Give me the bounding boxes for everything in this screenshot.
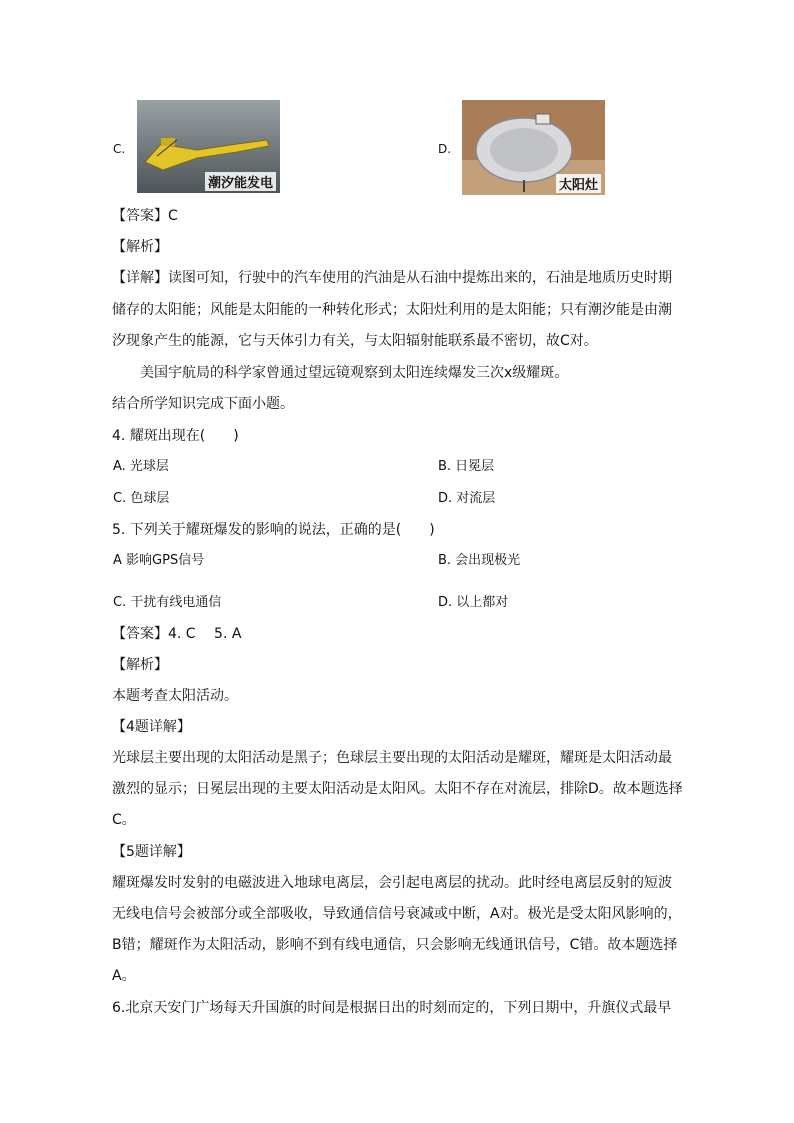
q5-option-c: C. 干扰有线电通信 [113,595,222,610]
analysis-2-heading: 【解析】 [112,657,168,673]
q4-option-c: C. 色球层 [113,491,170,506]
solar-caption: 太阳灶 [556,174,601,193]
answer-1: 【答案】C [112,208,178,224]
detail-4-line: C。 [112,812,136,828]
detail-5-line: 耀斑爆发时发射的电磁波进入地球电离层，会引起电离层的扰动。此时经电离层反射的短波 [112,875,672,891]
question-stem: 美国宇航局的科学家曾通过望远镜观察到太阳连续爆发三次x级耀斑。 [140,365,569,381]
detail-5-heading: 【5题详解】 [112,844,191,860]
solar-cooker-photo [462,100,605,195]
detail-4-line: 光球层主要出现的太阳活动是黑子；色球层主要出现的太阳活动是耀斑，耀斑是太阳活动最 [112,750,672,766]
answer-2: 【答案】4. C 5. A [112,626,242,642]
detail-1-line: 储存的太阳能；风能是太阳能的一种转化形式；太阳灶利用的是太阳能；只有潮汐能是由潮 [112,302,672,318]
question-5: 5. 下列关于耀斑爆发的影响的说法，正确的是( ) [112,522,435,538]
option-c-label: C. [113,142,126,156]
analysis-1-heading: 【解析】 [112,239,168,255]
detail-5-line: B错；耀斑作为太阳活动，影响不到有线电通信，只会影响无线通讯信号，C错。故本题选择 [112,937,678,953]
q5-option-d: D. 以上都对 [438,595,509,610]
question-6: 6.北京天安门广场每天升国旗的时间是根据日出的时刻而定的，下列日期中，升旗仪式最早 [112,1000,672,1016]
detail-4-heading: 【4题详解】 [112,719,191,735]
topic-line: 本题考查太阳活动。 [112,688,238,704]
q4-option-b: B. 日冕层 [438,459,495,474]
question-4: 4. 耀斑出现在( ) [112,428,239,444]
detail-4-line: 激烈的显示；日冕层出现的主要太阳活动是太阳风。太阳不存在对流层，排除D。故本题选择 [112,781,683,797]
question-stem-2: 结合所学知识完成下面小题。 [112,396,294,412]
tidal-caption: 潮汐能发电 [205,172,276,191]
q5-option-b: B. 会出现极光 [438,553,521,568]
detail-1-line: 汐现象产生的能源，它与天体引力有关，与太阳辐射能联系最不密切，故C对。 [112,333,598,349]
tidal-power-photo [137,100,280,193]
q4-option-a: A. 光球层 [113,459,169,474]
detail-5-line: 无线电信号会被部分或全部吸收，导致通信信号衰减或中断，A对。极光是受太阳风影响的， [112,906,682,922]
detail-1-line: 【详解】读图可知，行驶中的汽车使用的汽油是从石油中提炼出来的，石油是地质历史时期 [112,270,672,286]
detail-5-line: A。 [112,968,136,984]
q5-option-a: A 影响GPS信号 [113,553,205,568]
option-d-label: D. [438,142,452,156]
q4-option-d: D. 对流层 [438,491,496,506]
